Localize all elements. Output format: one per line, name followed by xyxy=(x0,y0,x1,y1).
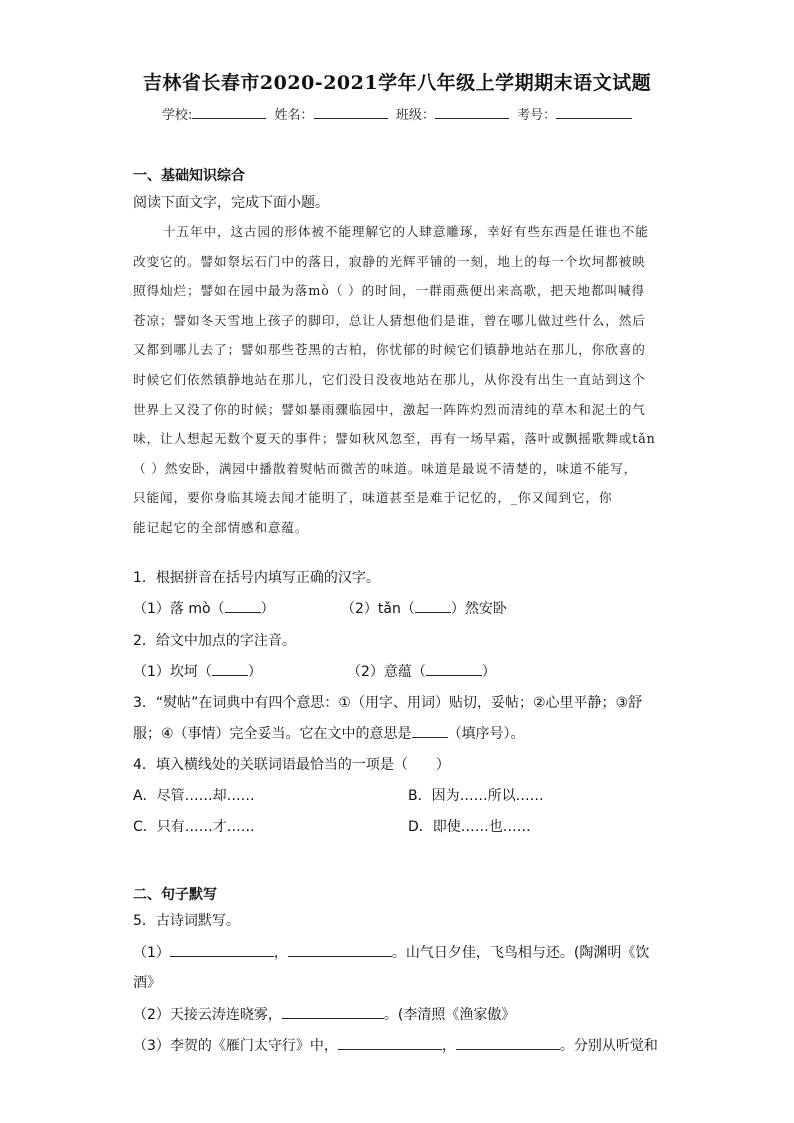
question-2-part-1: （1）坎坷（ ） xyxy=(133,664,262,680)
question-3-line-1: 3．“熨帖”在词典中有四个意思：①（用字、用词）贴切，妥帖；②心里平静；③舒 xyxy=(133,695,643,711)
passage-line: （ ）然安卧，满园中播散着熨帖而微苦的味道。味道是最说不清楚的，味道不能写， xyxy=(133,460,638,476)
option-d[interactable]: D．即使……也…… xyxy=(408,819,531,835)
passage-line: 照得灿烂；譬如在园中最为落mò（ ）的时间，一群雨燕便出来高歌，把天地都叫喊得 xyxy=(133,283,646,299)
class-blank[interactable] xyxy=(435,106,509,119)
answer-blank[interactable] xyxy=(170,944,274,957)
answer-blank[interactable] xyxy=(288,944,392,957)
section-heading: 一、基础知识综合 xyxy=(133,168,245,184)
answer-blank[interactable] xyxy=(456,1037,560,1050)
passage-line: 苍凉；譬如冬天雪地上孩子的脚印，总让人猜想他们是谁，曾在哪儿做过些什么，然后 xyxy=(133,312,646,328)
passage-line: 改变它的。譬如祭坛石门中的落日，寂静的光辉平铺的一刻，地上的每一个坎坷都被映 xyxy=(133,253,646,269)
exam-number-blank[interactable] xyxy=(556,106,632,119)
question-1-part-2: （2）tǎn（ ）然安卧 xyxy=(341,601,507,617)
name-blank[interactable] xyxy=(314,106,388,119)
passage-line: 世界上又没了你的时候；譬如暴雨骤临园中，激起一阵阵灼烈而清纯的草木和泥土的气 xyxy=(133,401,646,417)
question-1: 1．根据拼音在括号内填写正确的汉字。 xyxy=(133,570,380,586)
passage-line: 只能闻，要你身临其境去闻才能明了，味道甚至是难于记忆的，_你又闻到它，你 xyxy=(133,490,613,506)
question-5-part-2: （2）天接云涛连晓雾， 。(李清照《渔家傲》 xyxy=(133,1007,516,1023)
reading-passage xyxy=(133,217,663,543)
question-5-part-3: （3）李贺的《雁门太守行》中， ， 。分别从听觉和 xyxy=(133,1038,658,1054)
answer-blank[interactable] xyxy=(225,600,261,613)
question-4: 4．填入横线处的关联词语最恰当的一项是（ ） xyxy=(133,757,450,773)
question-3-line-2: 服；④（事情）完全妥当。它在文中的意思是 （填序号）。 xyxy=(133,726,525,742)
answer-blank[interactable] xyxy=(212,663,248,676)
question-5: 5．古诗词默写。 xyxy=(133,913,240,929)
option-a[interactable]: A．尽管……却…… xyxy=(133,788,255,804)
school-blank[interactable] xyxy=(192,106,266,119)
passage-line: 又都到哪儿去了；譬如那些苍黑的古柏，你忧郁的时候它们镇静地站在那儿，你欣喜的 xyxy=(133,342,646,358)
answer-blank[interactable] xyxy=(412,725,448,738)
answer-blank[interactable] xyxy=(338,1037,442,1050)
school-label: 学校: xyxy=(161,108,193,123)
question-2: 2．给文中加点的字注音。 xyxy=(133,633,296,649)
passage-line: 能记起它的全部情感和意蕴。 xyxy=(133,519,309,535)
option-b[interactable]: B．因为……所以…… xyxy=(408,788,544,804)
section-heading: 二、句子默写 xyxy=(133,887,217,903)
question-5-part-1: （1） ， 。山气日夕佳，飞鸟相与还。(陶渊明《饮 xyxy=(133,945,650,961)
instruction: 阅读下面文字，完成下面小题。 xyxy=(133,195,329,211)
name-label: 姓名： xyxy=(274,108,314,123)
option-c[interactable]: C．只有……才…… xyxy=(133,819,255,835)
passage-line: 十五年中，这古园的形体被不能理解它的人肆意雕琢，幸好有些东西是任谁也不能 xyxy=(163,224,649,239)
question-2-part-2: （2）意蕴（ ） xyxy=(347,664,496,680)
answer-blank[interactable] xyxy=(426,663,482,676)
answer-blank[interactable] xyxy=(282,1006,384,1019)
class-label: 班级： xyxy=(395,108,435,123)
page-title: 吉林省长春市2020-2021学年八年级上学期期末语文试题 xyxy=(142,72,652,94)
student-info-line xyxy=(0,104,794,123)
question-1-part-1: （1）落 mò（ ） xyxy=(133,601,275,617)
passage-line: 时候它们依然镇静地站在那儿，它们没日没夜地站在那儿，从你没有出生一直站到这个 xyxy=(133,371,646,387)
exam-number-label: 考号： xyxy=(517,108,557,123)
answer-blank[interactable] xyxy=(415,600,451,613)
passage-line: 味，让人想起无数个夏天的事件；譬如秋风忽至，再有一场早霜，落叶或飘摇歌舞或tǎn xyxy=(133,431,656,447)
question-5-part-1-cont: 酒》 xyxy=(133,975,161,991)
